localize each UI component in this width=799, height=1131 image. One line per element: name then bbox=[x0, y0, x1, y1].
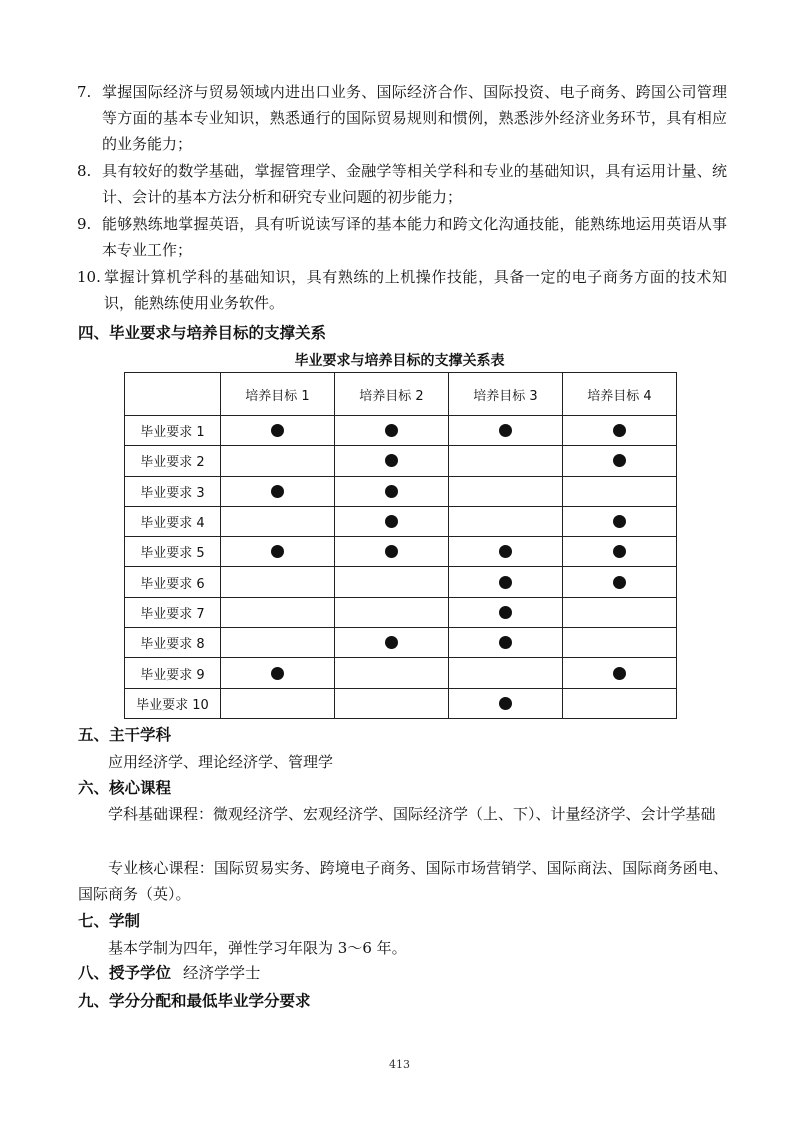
table-cell bbox=[335, 597, 449, 627]
section-heading: 五、主干学科 bbox=[78, 726, 172, 744]
table-cell bbox=[335, 537, 449, 567]
support-dot-icon bbox=[271, 667, 284, 680]
support-dot-icon bbox=[271, 545, 284, 558]
page-number: 413 bbox=[389, 1058, 410, 1071]
table-cell bbox=[449, 537, 563, 567]
table-cell bbox=[221, 416, 335, 446]
list-text: 掌握计算机学科的基础知识，具有熟练的上机操作技能，具备一定的电子商务方面的技术知识，能熟练使用业务软件。 bbox=[104, 268, 727, 312]
support-dot-icon bbox=[613, 515, 626, 528]
list-text: 掌握国际经济与贸易领域内进出口业务、国际经济合作、国际投资、电子商务、跨国公司管理等方面的基本专业知识，熟悉通行的国际贸易规则和惯例，熟悉涉外经济业务环节，具有相应的业务能力； bbox=[102, 83, 727, 153]
table-cell bbox=[221, 567, 335, 597]
table-cell bbox=[449, 597, 563, 627]
table-cell bbox=[335, 446, 449, 476]
column-header: 培养目标 1 bbox=[221, 373, 335, 416]
table-cell bbox=[563, 628, 677, 658]
table-row bbox=[125, 658, 677, 688]
table-row bbox=[125, 446, 677, 476]
basic-courses-paragraph: 学科基础课程：微观经济学、宏观经济学、国际经济学（上、下）、计量经济学、会计学基础 bbox=[108, 805, 716, 823]
list-item bbox=[77, 158, 727, 210]
table-row bbox=[125, 506, 677, 536]
support-dot-icon bbox=[499, 424, 512, 437]
row-label: 毕业要求 6 bbox=[125, 567, 221, 597]
support-dot-icon bbox=[499, 636, 512, 649]
table-cell bbox=[563, 476, 677, 506]
table-row bbox=[125, 688, 677, 718]
row-label: 毕业要求 2 bbox=[125, 446, 221, 476]
column-header: 培养目标 4 bbox=[563, 373, 677, 416]
section-content: 应用经济学、理论经济学、管理学 bbox=[108, 753, 334, 771]
list-item bbox=[77, 211, 727, 263]
section-heading: 四、毕业要求与培养目标的支撑关系 bbox=[78, 324, 327, 342]
table-cell bbox=[449, 688, 563, 718]
support-dot-icon bbox=[499, 606, 512, 619]
row-label: 毕业要求 4 bbox=[125, 506, 221, 536]
table-cell bbox=[449, 416, 563, 446]
table-cell bbox=[335, 416, 449, 446]
table-cell bbox=[563, 597, 677, 627]
support-dot-icon bbox=[385, 454, 398, 467]
table-cell bbox=[563, 567, 677, 597]
table-cell bbox=[563, 416, 677, 446]
list-number: 9. bbox=[77, 215, 92, 233]
row-label: 毕业要求 3 bbox=[125, 476, 221, 506]
core-courses-paragraph: 专业核心课程：国际贸易实务、跨境电子商务、国际市场营销学、国际商法、国际商务函电、国际商务（英）。 bbox=[78, 859, 728, 903]
support-dot-icon bbox=[385, 545, 398, 558]
support-dot-icon bbox=[613, 424, 626, 437]
table-cell bbox=[221, 597, 335, 627]
table-cell bbox=[335, 567, 449, 597]
table-corner-cell bbox=[125, 373, 221, 416]
section-heading-text: 八、授予学位 bbox=[78, 964, 172, 982]
degree-value: 经济学学士 bbox=[183, 964, 261, 982]
table-row bbox=[125, 476, 677, 506]
table-cell bbox=[221, 506, 335, 536]
table-cell bbox=[563, 688, 677, 718]
column-header: 培养目标 2 bbox=[335, 373, 449, 416]
support-dot-icon bbox=[613, 545, 626, 558]
table-cell bbox=[563, 506, 677, 536]
support-dot-icon bbox=[613, 576, 626, 589]
table-cell bbox=[221, 658, 335, 688]
table-cell bbox=[221, 537, 335, 567]
section-content: 基本学制为四年，弹性学习年限为 3～6 年。 bbox=[108, 939, 407, 957]
support-dot-icon bbox=[385, 636, 398, 649]
table-cell bbox=[221, 688, 335, 718]
table-row bbox=[125, 537, 677, 567]
support-dot-icon bbox=[499, 545, 512, 558]
table-row bbox=[125, 567, 677, 597]
support-dot-icon bbox=[385, 424, 398, 437]
table-cell bbox=[335, 628, 449, 658]
table-header-row bbox=[125, 373, 677, 416]
row-label: 毕业要求 1 bbox=[125, 416, 221, 446]
table-cell bbox=[449, 567, 563, 597]
table-row bbox=[125, 597, 677, 627]
support-dot-icon bbox=[499, 576, 512, 589]
list-number: 8. bbox=[77, 162, 92, 180]
table-cell bbox=[563, 446, 677, 476]
table-cell bbox=[449, 658, 563, 688]
table-cell bbox=[335, 658, 449, 688]
table-row bbox=[125, 628, 677, 658]
table-cell bbox=[449, 476, 563, 506]
section-heading: 七、学制 bbox=[78, 912, 141, 930]
section-heading: 六、核心课程 bbox=[78, 779, 172, 797]
support-dot-icon bbox=[385, 485, 398, 498]
support-dot-icon bbox=[613, 667, 626, 680]
table-cell bbox=[449, 446, 563, 476]
list-item bbox=[77, 264, 727, 316]
table-cell bbox=[563, 537, 677, 567]
support-dot-icon bbox=[499, 697, 512, 710]
list-number: 10. bbox=[77, 268, 101, 286]
table-cell bbox=[563, 658, 677, 688]
row-label: 毕业要求 7 bbox=[125, 597, 221, 627]
list-text: 具有较好的数学基础，掌握管理学、金融学等相关学科和专业的基础知识，具有运用计量、统计、会计的基本方法分析和研究专业问题的初步能力； bbox=[102, 162, 727, 206]
table-body bbox=[125, 416, 677, 719]
row-label: 毕业要求 10 bbox=[125, 688, 221, 718]
support-dot-icon bbox=[271, 424, 284, 437]
column-header: 培养目标 3 bbox=[449, 373, 563, 416]
list-item bbox=[77, 79, 727, 157]
table-cell bbox=[335, 506, 449, 536]
section-heading: 九、学分分配和最低毕业学分要求 bbox=[78, 992, 311, 1010]
table-cell bbox=[221, 476, 335, 506]
table-cell bbox=[221, 628, 335, 658]
list-number: 7. bbox=[77, 83, 92, 101]
table-cell bbox=[449, 506, 563, 536]
support-dot-icon bbox=[271, 485, 284, 498]
list-text: 能够熟练地掌握英语，具有听说读写译的基本能力和跨文化沟通技能，能熟练地运用英语从事本专业工作； bbox=[102, 215, 727, 259]
table-row bbox=[125, 416, 677, 446]
table-cell bbox=[335, 476, 449, 506]
row-label: 毕业要求 5 bbox=[125, 537, 221, 567]
row-label: 毕业要求 9 bbox=[125, 658, 221, 688]
section-heading bbox=[78, 962, 261, 984]
table-caption: 毕业要求与培养目标的支撑关系表 bbox=[294, 353, 505, 369]
support-table bbox=[124, 372, 677, 719]
table-cell bbox=[221, 446, 335, 476]
support-dot-icon bbox=[613, 454, 626, 467]
table-cell bbox=[449, 628, 563, 658]
row-label: 毕业要求 8 bbox=[125, 628, 221, 658]
table-cell bbox=[335, 688, 449, 718]
support-dot-icon bbox=[385, 515, 398, 528]
